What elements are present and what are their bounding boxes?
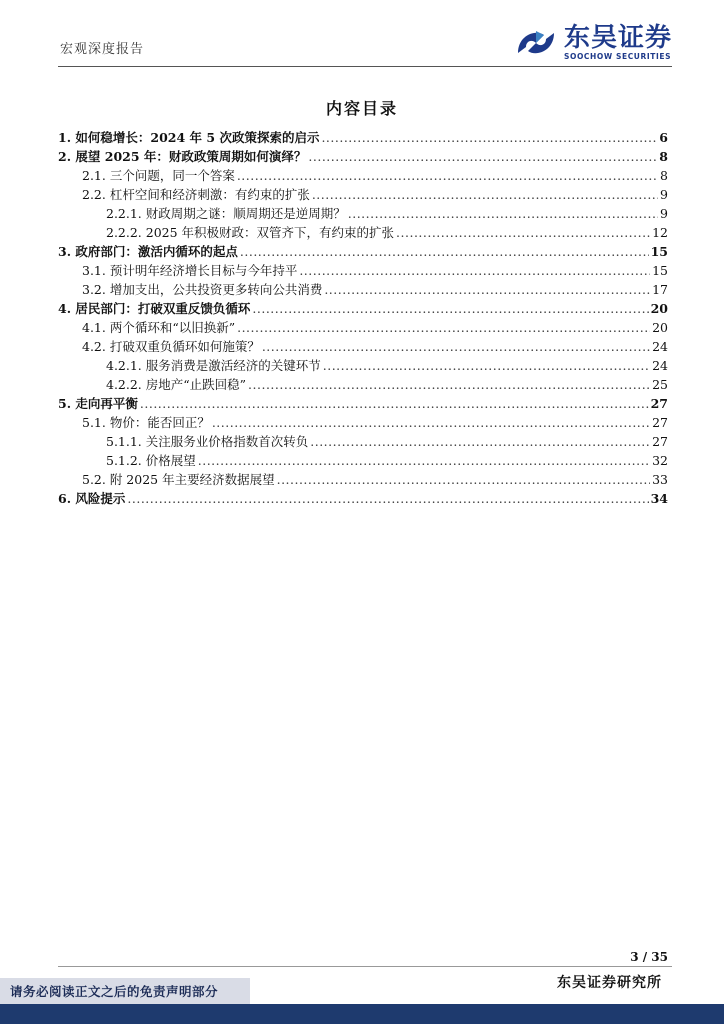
disclaimer-bar — [0, 978, 250, 1004]
toc-entry[interactable] — [58, 280, 668, 299]
toc-entry-page: 34 — [650, 491, 668, 506]
toc-entry-page: 24 — [652, 339, 668, 354]
toc-entry[interactable] — [58, 489, 668, 508]
toc-entry-label: 5.1. 物价：能否回正？ — [82, 415, 210, 430]
toc-leader-dots — [237, 320, 650, 335]
toc-entry[interactable] — [58, 242, 668, 261]
toc-leader-dots — [240, 244, 649, 259]
toc-leader-dots — [140, 396, 649, 411]
toc-leader-dots — [321, 130, 657, 145]
toc-entry[interactable] — [58, 166, 668, 185]
toc-entry[interactable] — [58, 223, 668, 242]
toc-entry[interactable] — [58, 337, 668, 356]
toc-entry-page: 33 — [652, 472, 668, 487]
toc-leader-dots — [237, 168, 658, 183]
toc-entry[interactable] — [58, 451, 668, 470]
toc-entry[interactable] — [58, 470, 668, 489]
toc-entry[interactable] — [58, 394, 668, 413]
header-divider — [58, 66, 672, 67]
toc-entry[interactable] — [58, 204, 668, 223]
toc-entry-page: 12 — [652, 225, 668, 240]
toc-entry[interactable] — [58, 356, 668, 375]
toc-entry-page: 17 — [652, 282, 668, 297]
toc-entry[interactable] — [58, 128, 668, 147]
page-number: 3 / 35 — [630, 950, 668, 964]
toc-entry-label: 2. 展望 2025 年：财政政策周期如何演绎？ — [58, 149, 307, 164]
toc-entry[interactable] — [58, 185, 668, 204]
toc-entry-label: 5.2. 附 2025 年主要经济数据展望 — [82, 472, 275, 487]
toc-leader-dots — [308, 149, 657, 164]
toc-leader-dots — [212, 415, 650, 430]
toc-entry-label: 4. 居民部门：打破双重反馈负循环 — [58, 301, 251, 316]
toc-entry-label: 4.2.1. 服务消费是激活经济的关键环节 — [106, 358, 321, 373]
toc-entry-label: 1. 如何稳增长：2024 年 5 次政策探索的启示 — [58, 130, 320, 145]
toc-entry-page: 24 — [652, 358, 668, 373]
toc-leader-dots — [323, 358, 650, 373]
toc-entry-label: 2.1. 三个问题，同一个答案 — [82, 168, 235, 183]
toc-leader-dots — [299, 263, 650, 278]
toc-entry-page: 20 — [650, 301, 668, 316]
toc-entry[interactable] — [58, 147, 668, 166]
toc-entry-label: 5.1.2. 价格展望 — [106, 453, 196, 468]
toc-entry-label: 3.1. 预计明年经济增长目标与今年持平 — [82, 263, 298, 278]
toc-entry-label: 6. 风险提示 — [58, 491, 126, 506]
footer-organization: 东吴证券研究所 — [557, 975, 662, 991]
toc-entry-page: 20 — [652, 320, 668, 335]
company-logo — [514, 24, 672, 61]
toc-leader-dots — [198, 453, 650, 468]
toc-entry-page: 27 — [652, 415, 668, 430]
toc-leader-dots — [312, 187, 658, 202]
toc-entry-label: 3.2. 增加支出，公共投资更多转向公共消费 — [82, 282, 323, 297]
toc-entry-page: 15 — [652, 263, 668, 278]
logo-english-name: SOOCHOW SECURITIES — [563, 52, 672, 61]
toc-entry-page: 27 — [652, 434, 668, 449]
report-type: 宏观深度报告 — [60, 42, 145, 57]
toc-entry-page: 6 — [659, 130, 668, 145]
toc-entry-label: 2.2.1. 财政周期之谜：顺周期还是逆周期？ — [106, 206, 346, 221]
toc-leader-dots — [324, 282, 650, 297]
toc-entry[interactable] — [58, 432, 668, 451]
logo-chinese-name: 东吴证券 — [563, 23, 672, 53]
toc-leader-dots — [127, 491, 648, 506]
toc-entry-label: 3. 政府部门：激活内循环的起点 — [58, 244, 238, 259]
toc-entry[interactable] — [58, 261, 668, 280]
toc-entry-page: 9 — [660, 187, 668, 202]
toc-entry-page: 27 — [650, 396, 668, 411]
toc-entry-label: 4.1. 两个循环和“以旧换新” — [82, 320, 236, 335]
toc-entry[interactable] — [58, 375, 668, 394]
toc-leader-dots — [262, 339, 650, 354]
toc-leader-dots — [310, 434, 650, 449]
toc-entry-label: 5. 走向再平衡 — [58, 396, 138, 411]
toc-leader-dots — [277, 472, 651, 487]
toc-entry[interactable] — [58, 413, 668, 432]
toc-entry-page: 9 — [660, 206, 668, 221]
toc-entry-label: 4.2. 打破双重负循环如何施策？ — [82, 339, 260, 354]
toc-entry-page: 8 — [659, 149, 668, 164]
toc-entry-label: 2.2.2. 2025 年积极财政：双管齐下，有约束的扩张 — [106, 225, 395, 240]
toc-entry-page: 32 — [652, 453, 668, 468]
toc-entry-label: 5.1.1. 关注服务业价格指数首次转负 — [106, 434, 309, 449]
toc-entry-page: 8 — [660, 168, 668, 183]
soochow-logo-icon — [514, 25, 558, 61]
toc-entry[interactable] — [58, 299, 668, 318]
toc-leader-dots — [348, 206, 658, 221]
toc-entry-page: 15 — [650, 244, 668, 259]
table-of-contents — [58, 128, 668, 508]
toc-entry-label: 4.2.2. 房地产“止跌回稳” — [106, 377, 247, 392]
toc-leader-dots — [396, 225, 650, 240]
toc-leader-dots — [248, 377, 650, 392]
toc-entry-label: 2.2. 杠杆空间和经济刺激：有约束的扩张 — [82, 187, 310, 202]
toc-leader-dots — [252, 301, 648, 316]
footer-band — [0, 1004, 724, 1024]
toc-entry[interactable] — [58, 318, 668, 337]
toc-title: 内容目录 — [325, 99, 398, 118]
disclaimer-text: 请务必阅读正文之后的免责声明部分 — [10, 984, 219, 999]
footer-divider — [58, 966, 672, 967]
toc-entry-page: 25 — [652, 377, 668, 392]
